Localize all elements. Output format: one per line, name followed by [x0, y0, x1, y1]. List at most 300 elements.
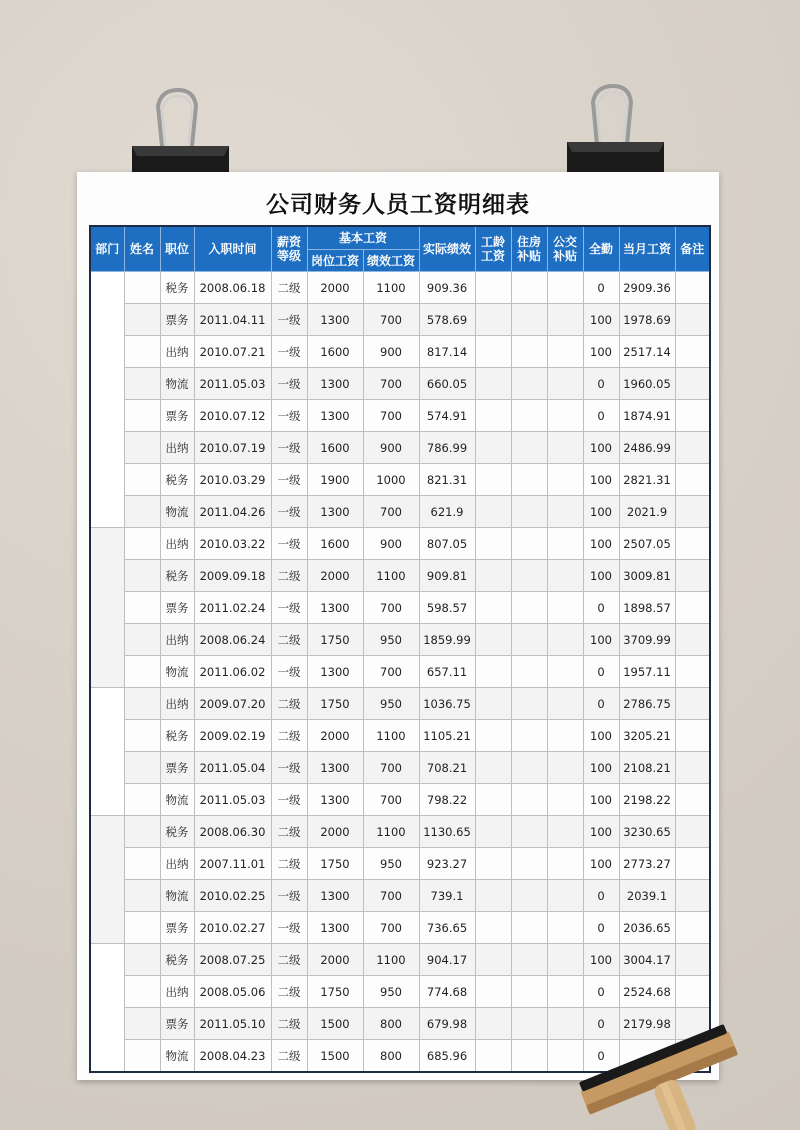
- cell-perf-salary: 700: [363, 592, 419, 624]
- cell-post-salary: 1300: [307, 496, 363, 528]
- cell-month-salary: 2198.22: [619, 784, 675, 816]
- table-row: [90, 976, 710, 1008]
- cell-position: 税务: [160, 944, 194, 976]
- table-row: [90, 784, 710, 816]
- cell-position: 出纳: [160, 848, 194, 880]
- cell-housing: [511, 688, 547, 720]
- cell-transport: [547, 848, 583, 880]
- cell-seniority: [475, 784, 511, 816]
- cell-month-salary: 1957.11: [619, 656, 675, 688]
- cell-name: [124, 976, 160, 1008]
- cell-position: 票务: [160, 912, 194, 944]
- header-hire-date: 入职时间: [194, 226, 271, 272]
- cell-perf-salary: 700: [363, 880, 419, 912]
- cell-actual-perf: 817.14: [419, 336, 475, 368]
- cell-position: 物流: [160, 1040, 194, 1073]
- cell-actual-perf: 657.11: [419, 656, 475, 688]
- cell-month-salary: 3004.17: [619, 944, 675, 976]
- cell-actual-perf: 798.22: [419, 784, 475, 816]
- cell-remark: [675, 560, 710, 592]
- cell-remark: [675, 688, 710, 720]
- cell-actual-perf: 679.98: [419, 1008, 475, 1040]
- cell-dept: [90, 528, 124, 688]
- cell-hire-date: 2011.05.03: [194, 368, 271, 400]
- cell-remark: [675, 464, 710, 496]
- cell-housing: [511, 400, 547, 432]
- cell-housing: [511, 912, 547, 944]
- cell-attendance: 100: [583, 560, 619, 592]
- cell-name: [124, 720, 160, 752]
- cell-actual-perf: 904.17: [419, 944, 475, 976]
- cell-seniority: [475, 656, 511, 688]
- cell-perf-salary: 950: [363, 624, 419, 656]
- cell-hire-date: 2011.05.04: [194, 752, 271, 784]
- cell-actual-perf: 739.1: [419, 880, 475, 912]
- cell-month-salary: 2517.14: [619, 336, 675, 368]
- cell-name: [124, 656, 160, 688]
- cell-housing: [511, 432, 547, 464]
- cell-hire-date: 2008.06.18: [194, 272, 271, 304]
- cell-name: [124, 368, 160, 400]
- cell-grade: 一级: [271, 592, 307, 624]
- cell-seniority: [475, 944, 511, 976]
- cell-name: [124, 336, 160, 368]
- cell-month-salary: 1898.57: [619, 592, 675, 624]
- cell-name: [124, 1008, 160, 1040]
- cell-remark: [675, 752, 710, 784]
- cell-housing: [511, 816, 547, 848]
- cell-perf-salary: 900: [363, 528, 419, 560]
- cell-attendance: 0: [583, 912, 619, 944]
- cell-transport: [547, 944, 583, 976]
- cell-housing: [511, 496, 547, 528]
- table-row: [90, 752, 710, 784]
- cell-remark: [675, 816, 710, 848]
- cell-actual-perf: 708.21: [419, 752, 475, 784]
- cell-actual-perf: 774.68: [419, 976, 475, 1008]
- header-basic-salary: 基本工资: [307, 226, 419, 250]
- cell-seniority: [475, 496, 511, 528]
- cell-transport: [547, 880, 583, 912]
- cell-housing: [511, 592, 547, 624]
- cell-perf-salary: 1100: [363, 944, 419, 976]
- cell-attendance: 0: [583, 976, 619, 1008]
- cell-position: 物流: [160, 784, 194, 816]
- cell-month-salary: 2108.21: [619, 752, 675, 784]
- cell-seniority: [475, 816, 511, 848]
- cell-attendance: 100: [583, 432, 619, 464]
- cell-hire-date: 2009.02.19: [194, 720, 271, 752]
- cell-month-salary: 2021.9: [619, 496, 675, 528]
- cell-seniority: [475, 336, 511, 368]
- cell-seniority: [475, 400, 511, 432]
- cell-name: [124, 304, 160, 336]
- table-body: [90, 272, 710, 1073]
- cell-housing: [511, 720, 547, 752]
- cell-post-salary: 1300: [307, 592, 363, 624]
- cell-position: 税务: [160, 272, 194, 304]
- cell-seniority: [475, 592, 511, 624]
- cell-hire-date: 2008.07.25: [194, 944, 271, 976]
- cell-actual-perf: 621.9: [419, 496, 475, 528]
- cell-hire-date: 2010.07.12: [194, 400, 271, 432]
- cell-actual-perf: 1036.75: [419, 688, 475, 720]
- cell-grade: 二级: [271, 1040, 307, 1073]
- cell-hire-date: 2008.04.23: [194, 1040, 271, 1073]
- cell-position: 出纳: [160, 336, 194, 368]
- cell-position: 出纳: [160, 432, 194, 464]
- cell-grade: 一级: [271, 400, 307, 432]
- cell-grade: 一级: [271, 304, 307, 336]
- cell-post-salary: 1600: [307, 432, 363, 464]
- cell-hire-date: 2008.06.30: [194, 816, 271, 848]
- cell-attendance: 0: [583, 1040, 619, 1073]
- cell-seniority: [475, 720, 511, 752]
- cell-post-salary: 1600: [307, 336, 363, 368]
- cell-month-salary: 2821.31: [619, 464, 675, 496]
- cell-transport: [547, 688, 583, 720]
- cell-position: 物流: [160, 656, 194, 688]
- cell-post-salary: 2000: [307, 944, 363, 976]
- cell-month-salary: 2773.27: [619, 848, 675, 880]
- cell-housing: [511, 752, 547, 784]
- cell-actual-perf: 578.69: [419, 304, 475, 336]
- cell-attendance: 0: [583, 1008, 619, 1040]
- cell-seniority: [475, 688, 511, 720]
- cell-seniority: [475, 304, 511, 336]
- cell-grade: 一级: [271, 336, 307, 368]
- cell-post-salary: 1300: [307, 752, 363, 784]
- cell-hire-date: 2011.06.02: [194, 656, 271, 688]
- cell-dept: [90, 816, 124, 944]
- cell-transport: [547, 720, 583, 752]
- cell-hire-date: 2007.11.01: [194, 848, 271, 880]
- cell-post-salary: 2000: [307, 720, 363, 752]
- cell-attendance: 100: [583, 720, 619, 752]
- cell-seniority: [475, 880, 511, 912]
- cell-post-salary: 2000: [307, 816, 363, 848]
- cell-name: [124, 272, 160, 304]
- cell-post-salary: 1300: [307, 656, 363, 688]
- cell-remark: [675, 592, 710, 624]
- cell-perf-salary: 1000: [363, 464, 419, 496]
- cell-attendance: 100: [583, 848, 619, 880]
- cell-month-salary: 1960.05: [619, 368, 675, 400]
- cell-name: [124, 944, 160, 976]
- cell-grade: 二级: [271, 1008, 307, 1040]
- cell-attendance: 0: [583, 368, 619, 400]
- cell-post-salary: 1750: [307, 848, 363, 880]
- cell-seniority: [475, 1040, 511, 1073]
- cell-name: [124, 464, 160, 496]
- cell-grade: 一级: [271, 464, 307, 496]
- table-row: [90, 656, 710, 688]
- cell-housing: [511, 656, 547, 688]
- cell-attendance: 0: [583, 880, 619, 912]
- cell-position: 票务: [160, 400, 194, 432]
- cell-position: 票务: [160, 1008, 194, 1040]
- cell-remark: [675, 720, 710, 752]
- cell-housing: [511, 464, 547, 496]
- header-seniority: 工龄工资: [475, 226, 511, 272]
- cell-housing: [511, 976, 547, 1008]
- header-housing: 住房补贴: [511, 226, 547, 272]
- cell-grade: 一级: [271, 528, 307, 560]
- cell-month-salary: 2524.68: [619, 976, 675, 1008]
- header-grade: 薪资等级: [271, 226, 307, 272]
- cell-hire-date: 2010.03.29: [194, 464, 271, 496]
- cell-actual-perf: 909.36: [419, 272, 475, 304]
- cell-post-salary: 2000: [307, 272, 363, 304]
- cell-attendance: 100: [583, 528, 619, 560]
- cell-housing: [511, 304, 547, 336]
- cell-remark: [675, 496, 710, 528]
- cell-post-salary: 1300: [307, 784, 363, 816]
- cell-name: [124, 1040, 160, 1073]
- cell-transport: [547, 336, 583, 368]
- cell-transport: [547, 464, 583, 496]
- cell-grade: 二级: [271, 848, 307, 880]
- cell-post-salary: 1600: [307, 528, 363, 560]
- cell-perf-salary: 700: [363, 752, 419, 784]
- cell-remark: [675, 912, 710, 944]
- cell-remark: [675, 880, 710, 912]
- cell-perf-salary: 700: [363, 368, 419, 400]
- cell-transport: [547, 272, 583, 304]
- cell-post-salary: 1300: [307, 912, 363, 944]
- table-row: [90, 816, 710, 848]
- cell-transport: [547, 560, 583, 592]
- cell-month-salary: 2786.75: [619, 688, 675, 720]
- table-row: [90, 720, 710, 752]
- cell-grade: 一级: [271, 368, 307, 400]
- cell-attendance: 100: [583, 784, 619, 816]
- cell-transport: [547, 528, 583, 560]
- cell-hire-date: 2009.07.20: [194, 688, 271, 720]
- cell-seniority: [475, 976, 511, 1008]
- cell-seniority: [475, 560, 511, 592]
- cell-remark: [675, 336, 710, 368]
- cell-grade: 二级: [271, 688, 307, 720]
- table-row: [90, 464, 710, 496]
- cell-transport: [547, 592, 583, 624]
- cell-housing: [511, 336, 547, 368]
- cell-post-salary: 1300: [307, 368, 363, 400]
- cell-hire-date: 2011.04.11: [194, 304, 271, 336]
- cell-name: [124, 560, 160, 592]
- cell-month-salary: 2507.05: [619, 528, 675, 560]
- cell-post-salary: 1300: [307, 400, 363, 432]
- cell-remark: [675, 944, 710, 976]
- cell-transport: [547, 912, 583, 944]
- cell-grade: 二级: [271, 816, 307, 848]
- cell-transport: [547, 368, 583, 400]
- cell-seniority: [475, 912, 511, 944]
- cell-name: [124, 592, 160, 624]
- cell-seniority: [475, 1008, 511, 1040]
- header-dept: 部门: [90, 226, 124, 272]
- cell-seniority: [475, 464, 511, 496]
- cell-dept: [90, 944, 124, 1073]
- cell-month-salary: 1874.91: [619, 400, 675, 432]
- cell-actual-perf: 1130.65: [419, 816, 475, 848]
- cell-actual-perf: 574.91: [419, 400, 475, 432]
- cell-actual-perf: 821.31: [419, 464, 475, 496]
- cell-grade: 一级: [271, 496, 307, 528]
- cell-hire-date: 2010.02.27: [194, 912, 271, 944]
- cell-attendance: 100: [583, 752, 619, 784]
- cell-name: [124, 400, 160, 432]
- cell-housing: [511, 368, 547, 400]
- cell-transport: [547, 432, 583, 464]
- cell-attendance: 100: [583, 336, 619, 368]
- cell-position: 出纳: [160, 624, 194, 656]
- cell-hire-date: 2010.02.25: [194, 880, 271, 912]
- cell-hire-date: 2011.05.03: [194, 784, 271, 816]
- cell-perf-salary: 700: [363, 400, 419, 432]
- cell-position: 票务: [160, 304, 194, 336]
- cell-attendance: 100: [583, 816, 619, 848]
- header-month-salary: 当月工资: [619, 226, 675, 272]
- cell-transport: [547, 752, 583, 784]
- cell-seniority: [475, 432, 511, 464]
- table-row: [90, 560, 710, 592]
- cell-grade: 二级: [271, 624, 307, 656]
- cell-remark: [675, 656, 710, 688]
- cell-transport: [547, 400, 583, 432]
- cell-perf-salary: 1100: [363, 816, 419, 848]
- cell-perf-salary: 700: [363, 496, 419, 528]
- cell-remark: [675, 272, 710, 304]
- cell-post-salary: 1300: [307, 304, 363, 336]
- header-name: 姓名: [124, 226, 160, 272]
- header-actual-perf: 实际绩效: [419, 226, 475, 272]
- cell-month-salary: 3205.21: [619, 720, 675, 752]
- cell-grade: 一级: [271, 784, 307, 816]
- cell-post-salary: 1750: [307, 976, 363, 1008]
- header-post-salary: 岗位工资: [307, 250, 363, 272]
- cell-housing: [511, 880, 547, 912]
- cell-perf-salary: 950: [363, 688, 419, 720]
- cell-dept: [90, 272, 124, 528]
- cell-seniority: [475, 272, 511, 304]
- cell-hire-date: 2008.05.06: [194, 976, 271, 1008]
- cell-month-salary: 3709.99: [619, 624, 675, 656]
- cell-transport: [547, 816, 583, 848]
- table-row: [90, 400, 710, 432]
- cell-name: [124, 496, 160, 528]
- cell-post-salary: 1750: [307, 688, 363, 720]
- cell-grade: 一级: [271, 912, 307, 944]
- cell-dept: [90, 688, 124, 816]
- cell-attendance: 0: [583, 272, 619, 304]
- cell-perf-salary: 1100: [363, 560, 419, 592]
- cell-remark: [675, 976, 710, 1008]
- table-row: [90, 496, 710, 528]
- cell-actual-perf: 598.57: [419, 592, 475, 624]
- cell-housing: [511, 272, 547, 304]
- cell-grade: 二级: [271, 976, 307, 1008]
- cell-position: 税务: [160, 464, 194, 496]
- cell-hire-date: 2011.02.24: [194, 592, 271, 624]
- cell-post-salary: 1900: [307, 464, 363, 496]
- cell-perf-salary: 700: [363, 304, 419, 336]
- cell-name: [124, 624, 160, 656]
- cell-transport: [547, 496, 583, 528]
- cell-perf-salary: 1100: [363, 720, 419, 752]
- cell-attendance: 100: [583, 464, 619, 496]
- cell-transport: [547, 624, 583, 656]
- cell-hire-date: 2009.09.18: [194, 560, 271, 592]
- cell-attendance: 0: [583, 688, 619, 720]
- cell-post-salary: 1500: [307, 1008, 363, 1040]
- cell-seniority: [475, 528, 511, 560]
- cell-position: 物流: [160, 368, 194, 400]
- cell-hire-date: 2011.04.26: [194, 496, 271, 528]
- cell-housing: [511, 1008, 547, 1040]
- header-transport: 公交补贴: [547, 226, 583, 272]
- cell-post-salary: 1750: [307, 624, 363, 656]
- cell-actual-perf: 736.65: [419, 912, 475, 944]
- cell-name: [124, 688, 160, 720]
- table-row: [90, 336, 710, 368]
- cell-month-salary: 1978.69: [619, 304, 675, 336]
- page-title: 公司财务人员工资明细表: [266, 192, 530, 218]
- cell-name: [124, 752, 160, 784]
- cell-hire-date: 2008.06.24: [194, 624, 271, 656]
- cell-attendance: 0: [583, 656, 619, 688]
- table-row: [90, 304, 710, 336]
- cell-seniority: [475, 848, 511, 880]
- cell-transport: [547, 656, 583, 688]
- cell-actual-perf: 909.81: [419, 560, 475, 592]
- cell-transport: [547, 304, 583, 336]
- header-perf-salary: 绩效工资: [363, 250, 419, 272]
- cell-grade: 二级: [271, 720, 307, 752]
- cell-perf-salary: 900: [363, 336, 419, 368]
- cell-hire-date: 2010.07.19: [194, 432, 271, 464]
- cell-actual-perf: 786.99: [419, 432, 475, 464]
- table-row: [90, 368, 710, 400]
- cell-attendance: 100: [583, 624, 619, 656]
- cell-post-salary: 2000: [307, 560, 363, 592]
- cell-name: [124, 528, 160, 560]
- cell-transport: [547, 784, 583, 816]
- cell-perf-salary: 700: [363, 784, 419, 816]
- paper-sheet: [77, 172, 719, 1080]
- cell-position: 票务: [160, 592, 194, 624]
- cell-actual-perf: 923.27: [419, 848, 475, 880]
- cell-hire-date: 2010.03.22: [194, 528, 271, 560]
- table-row: [90, 592, 710, 624]
- table-row: [90, 944, 710, 976]
- cell-seniority: [475, 624, 511, 656]
- cell-actual-perf: 1859.99: [419, 624, 475, 656]
- table-row: [90, 880, 710, 912]
- cell-grade: 二级: [271, 560, 307, 592]
- cell-attendance: 0: [583, 592, 619, 624]
- cell-attendance: 100: [583, 304, 619, 336]
- cell-month-salary: 2179.98: [619, 1008, 675, 1040]
- cell-month-salary: 3009.81: [619, 560, 675, 592]
- cell-grade: 一级: [271, 432, 307, 464]
- cell-post-salary: 1300: [307, 880, 363, 912]
- cell-housing: [511, 560, 547, 592]
- cell-remark: [675, 848, 710, 880]
- cell-transport: [547, 976, 583, 1008]
- cell-perf-salary: 700: [363, 912, 419, 944]
- cell-actual-perf: 685.96: [419, 1040, 475, 1073]
